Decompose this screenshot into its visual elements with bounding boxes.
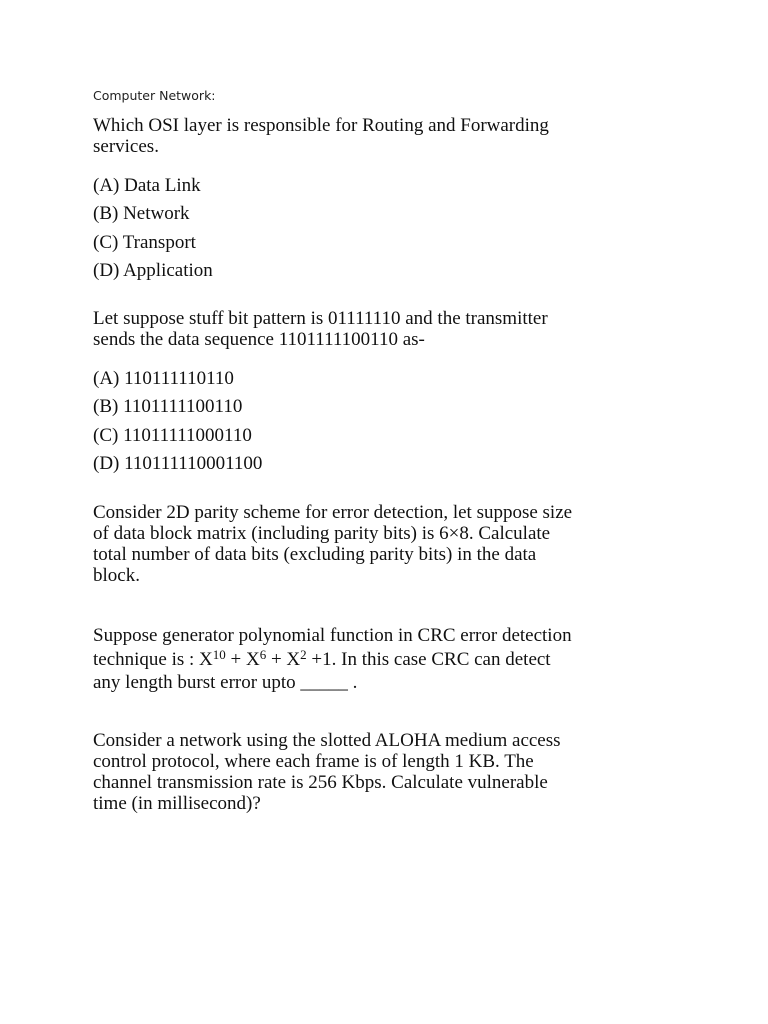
- question-3-text: Consider 2D parity scheme for error detection, let suppose size of data block matrix (including parity bits) is 6×8. Calculate total number of data bits (excluding parity bits) in the data block.: [93, 502, 573, 586]
- question-5-text: Consider a network using the slotted ALOHA medium access control protocol, where each frame is of length 1 KB. The channel transmission rate is 256 Kbps. Calculate vulnerable time (in millisecond)?: [93, 730, 561, 814]
- document-header: Computer Network:: [93, 88, 216, 103]
- question-2-option-c: (C) 11011111000110: [93, 425, 252, 446]
- question-4-text-after: +1. In this case CRC can detect any length burst error upto _____ .: [93, 648, 551, 693]
- exponent-1: 10: [212, 646, 226, 662]
- question-4-mid-1: + X: [225, 648, 260, 670]
- question-2-option-a: (A) 110111110110: [93, 368, 234, 389]
- question-1-option-a: (A) Data Link: [93, 175, 201, 196]
- question-2-option-b: (B) 1101111100110: [93, 396, 243, 417]
- question-1-option-b: (B) Network: [93, 203, 190, 224]
- question-2-text: Let suppose stuff bit pattern is 01111110 and the transmitter sends the data sequence 1101111100110 as-: [93, 308, 548, 350]
- question-1-option-c: (C) Transport: [93, 232, 196, 253]
- question-4-text-before: Suppose generator polynomial function in CRC error detection technique is : X: [93, 625, 572, 670]
- exponent-3: 2: [300, 646, 307, 662]
- question-1-text: Which OSI layer is responsible for Routing and Forwarding services.: [93, 115, 549, 157]
- question-4-mid-2: + X: [266, 648, 301, 670]
- question-1-option-d: (D) Application: [93, 260, 213, 281]
- exponent-2: 6: [259, 646, 267, 662]
- question-4-text: [93, 624, 578, 695]
- question-2-option-d: (D) 110111110001100: [93, 453, 263, 474]
